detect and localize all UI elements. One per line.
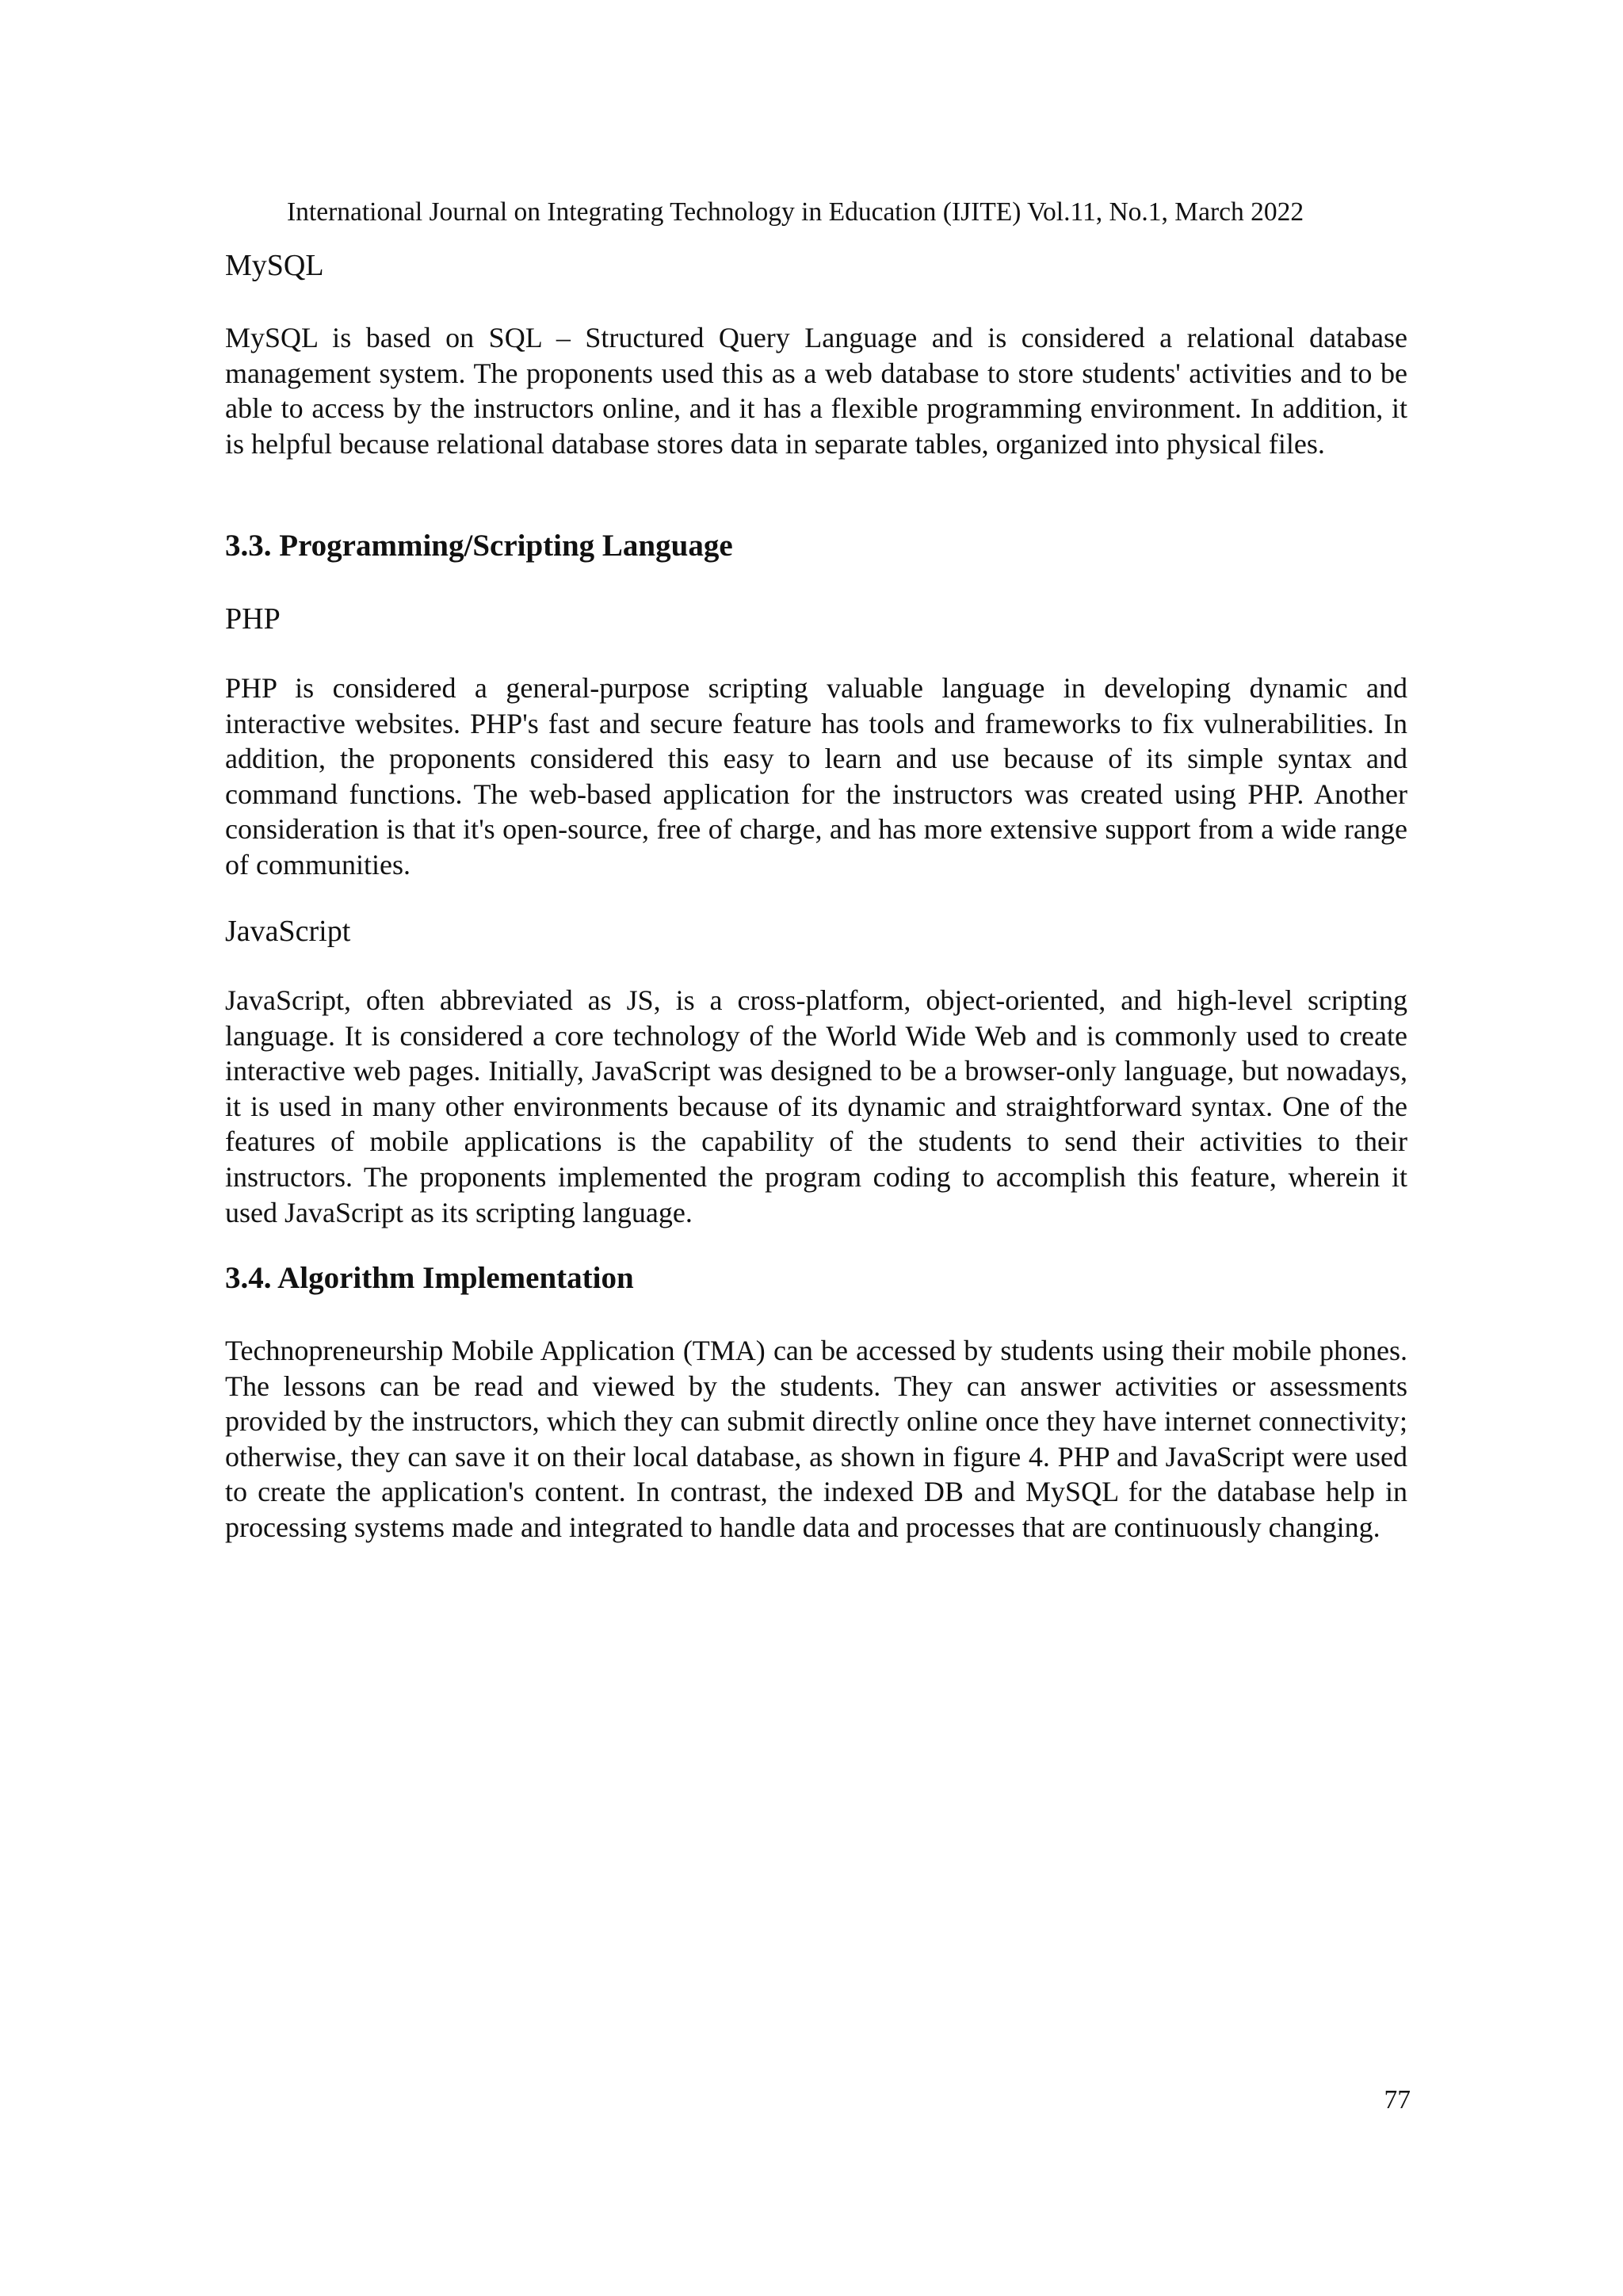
section-number: 3.4. [225,1261,272,1295]
javascript-paragraph-block [225,983,1407,1230]
php-label-block [225,601,1407,637]
section-3-3-block [225,528,1407,564]
subsection-label-php: PHP [225,602,281,636]
mysql-label-block [225,247,1407,284]
mysql-paragraph: MySQL is based on SQL – Structured Query Language and is considered a relational database management system. The proponents used this as a web database to store students' activities and to be able to access by the instructors online, and it has a flexible programming environment. In addition, it is helpful because relational database stores data in separate tables, organized into physical files. [225,322,1407,460]
javascript-paragraph: JavaScript, often abbreviated as JS, is a cross-platform, object-oriented, and high-level scripting language. It is considered a core technology of the World Wide Web and is commonly used to create interactive web pages. Initially, JavaScript was designed to be a browser-only language, but nowadays, it is used in many other environments because of its dynamic and straightforward syntax. One of the features of mobile applications is the capability of the students to send their activities to their instructors. The proponents implemented the program coding to accomplish this feature, wherein it used JavaScript as its scripting language. [225,984,1407,1228]
subsection-label-javascript: JavaScript [225,915,351,948]
section-heading-3-4 [225,1260,1407,1297]
section-title: Algorithm Implementation [277,1261,634,1295]
subsection-label-mysql: MySQL [225,249,324,282]
javascript-label-block [225,913,1407,949]
section-number: 3.3. [225,529,272,563]
page-number: 77 [1384,2085,1411,2115]
section-3-4-block [225,1260,1407,1297]
section-title: Programming/Scripting Language [279,529,733,563]
section-heading-3-3 [225,528,1407,564]
php-paragraph-block [225,670,1407,883]
running-header: International Journal on Integrating Technology in Education (IJITE) Vol.11, No.1, March 2022 [287,197,1304,227]
algorithm-paragraph: Technopreneurship Mobile Application (TMA) can be accessed by students using their mobile phones. The lessons can be read and viewed by the students. They can answer activities or assessments provided by the instructors, which they can submit directly online once they have internet connectivity; otherwise, they can save it on their local database, as shown in figure 4. PHP and JavaScript were used to create the application's content. In contrast, the indexed DB and MySQL for the database help in processing systems made and integrated to handle data and processes that are continuously changing. [225,1335,1407,1543]
mysql-paragraph-block [225,320,1407,461]
php-paragraph: PHP is considered a general-purpose scripting valuable language in developing dynamic and interactive websites. PHP's fast and secure feature has tools and frameworks to fix vulnerabilities. In addition, the proponents considered this easy to learn and use because of its simple syntax and command functions. The web-based application for the instructors was created using PHP. Another consideration is that it's open-source, free of charge, and has more extensive support from a wide range of communities. [225,672,1407,881]
algorithm-paragraph-block [225,1333,1407,1545]
